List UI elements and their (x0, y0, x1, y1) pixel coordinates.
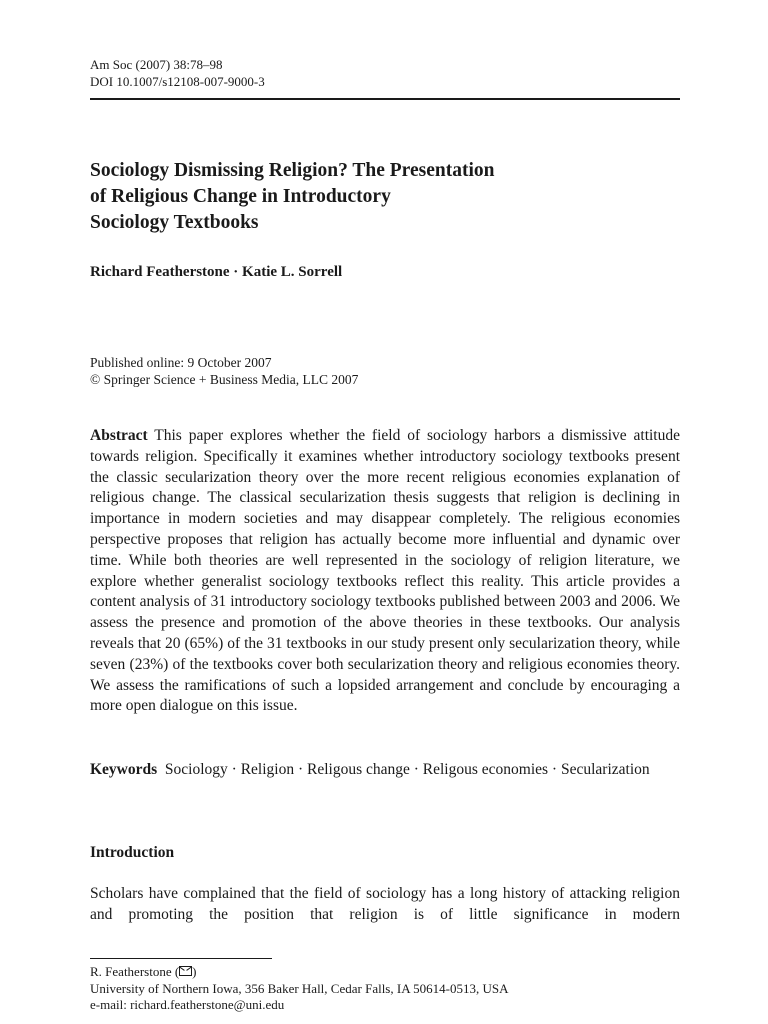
paper-page (90, 0, 680, 1024)
publication-info (90, 354, 358, 388)
title-line: Sociology Textbooks (90, 212, 259, 233)
title-line: of Religious Change in Introductory (90, 186, 391, 207)
article-title (90, 158, 650, 236)
author-footnote (90, 964, 508, 1014)
citation: Am Soc (2007) 38:78–98 (90, 57, 223, 72)
section-heading-introduction: Introduction (90, 844, 175, 861)
abstract-text: This paper explores whether the field of sociology harbors a dismissive attitude towards religion. Specifically it examines whether introductory sociology textbooks present the classic secularization theory over the more recent religious economies explanation of religious change. The classical secularization thesis suggests that religion is declining in importance in modern societies and may disappear completely. The religious economies perspective proposes that religion has actually become more influential and dynamic over time. While both theories are well represented in the sociology of religion literature, we explore whether generalist sociology textbooks reflect this reality. This article provides a content analysis of 31 introductory sociology textbooks published between 2003 and 2006. We assess the presence and promotion of the above theories in these textbooks. Our analysis reveals that 20 (65%) of the 31 textbooks in our study present only secularization theory, while seven (23%) of the textbooks cover both secularization theory and religious economies theory. We assess the ramifications of such a lopsided arrangement and conclude by encouraging a more open dialogue on this issue. (90, 427, 680, 715)
copyright: © Springer Science + Business Media, LLC 2007 (90, 372, 359, 387)
title-line: Sociology Dismissing Religion? The Presentation (90, 160, 495, 181)
envelope-icon (179, 966, 192, 976)
keywords (90, 760, 680, 781)
header-rule (90, 98, 680, 100)
introduction-text: Scholars have complained that the field of sociology has a long history of attacking religion and promoting the position that religion is of little significance in modern (90, 885, 680, 923)
footnote-rule (90, 958, 272, 959)
email[interactable]: e-mail: richard.featherstone@uni.edu (90, 997, 285, 1012)
keywords-label: Keywords (90, 761, 158, 778)
footnote-author-close: ) (192, 964, 197, 979)
corresponding-author (90, 964, 508, 981)
author-list: Richard Featherstone · Katie L. Sorrell (90, 264, 343, 280)
abstract (90, 426, 680, 717)
journal-reference (90, 56, 265, 90)
affiliation: University of Northern Iowa, 356 Baker Hall, Cedar Falls, IA 50614-0513, USA (90, 980, 509, 996)
footnote-author: R. Featherstone ( (90, 964, 180, 979)
doi: DOI 10.1007/s12108-007-9000-3 (90, 74, 265, 89)
published-date: Published online: 9 October 2007 (90, 355, 272, 370)
abstract-label: Abstract (90, 427, 148, 444)
keywords-text: Sociology · Religion · Religous change · Religous economies · Secularization (164, 761, 650, 778)
